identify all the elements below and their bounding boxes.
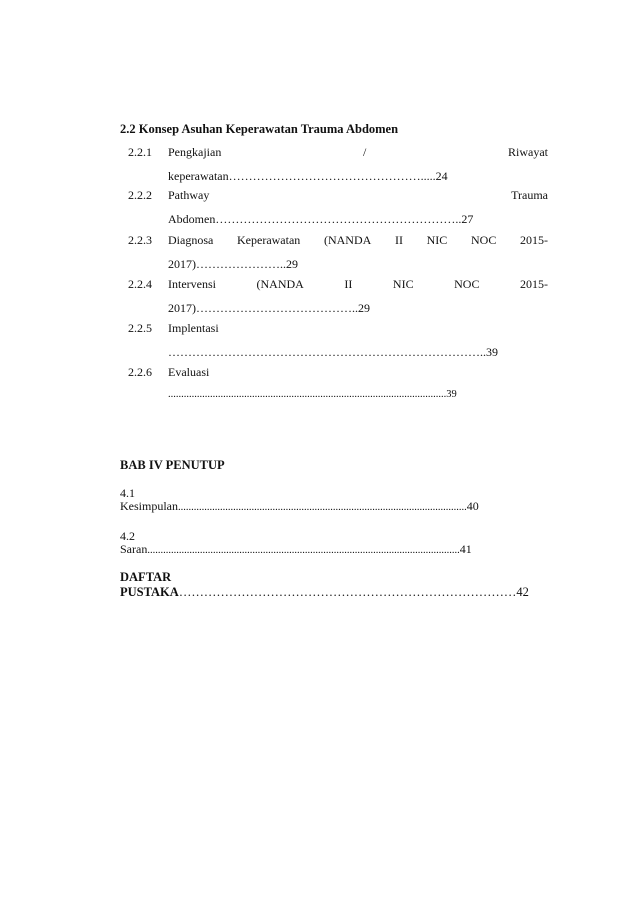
chapter-heading: BAB IV PENUTUP bbox=[120, 458, 225, 472]
entry-word: Pengkajian bbox=[168, 145, 222, 159]
entry-word: (NANDA bbox=[256, 277, 304, 291]
entry-title: Saran bbox=[120, 542, 148, 556]
entry-title: Kesimpulan bbox=[120, 499, 178, 513]
entry-number: 2.2.5 bbox=[128, 321, 152, 335]
entry-leader: ....................................................................................................................... bbox=[147, 545, 460, 556]
entry-page: 42 bbox=[516, 585, 529, 599]
entry-leader: .............................................................................................................. bbox=[178, 502, 467, 513]
entry-title: PUSTAKA bbox=[120, 585, 179, 599]
entry-word: NIC bbox=[392, 277, 414, 291]
entry-word: Riwayat bbox=[507, 145, 548, 159]
entry-number: 2.2.1 bbox=[128, 145, 152, 159]
entry-number: 2.2.3 bbox=[128, 233, 152, 247]
entry-word: Trauma bbox=[511, 188, 548, 202]
entry-word: NOC bbox=[470, 233, 497, 247]
entry-number: 2.2.4 bbox=[128, 277, 152, 291]
entry-word: Evaluasi bbox=[168, 365, 210, 379]
subsection-number: 4.1 bbox=[120, 486, 135, 500]
section-title: 2.2 Konsep Asuhan Keperawatan Trauma Abdomen bbox=[120, 122, 399, 136]
entry-word: 2015- bbox=[520, 233, 548, 247]
toc-entry-daftar-pustaka bbox=[120, 570, 529, 600]
toc-entry-4-2 bbox=[120, 542, 472, 557]
entry-title bbox=[168, 145, 548, 160]
entry-word: II bbox=[394, 233, 403, 247]
toc-entry-4-1 bbox=[120, 499, 479, 514]
entry-word: NOC bbox=[454, 277, 480, 291]
entry-word: (NANDA bbox=[323, 233, 372, 247]
entry-word: II bbox=[344, 277, 353, 291]
entry-leader: ..........................................................................................................39 bbox=[168, 389, 457, 400]
entry-word: Keperawatan bbox=[237, 233, 301, 247]
entry-title-line2 bbox=[120, 585, 529, 600]
entry-number: 2.2.6 bbox=[128, 365, 152, 379]
entry-leader: ……………………………………………………………………… bbox=[178, 585, 517, 599]
entry-leader: keperawatan………………………………………….....24 bbox=[168, 169, 448, 183]
entry-title bbox=[168, 365, 548, 380]
entry-page: 40 bbox=[466, 499, 479, 513]
entry-leader: 2017)…………………………………..29 bbox=[168, 301, 370, 315]
entry-title bbox=[168, 321, 548, 336]
entry-word: Pathway bbox=[168, 188, 210, 202]
entry-leader: ……………………………………………………………………..39 bbox=[168, 345, 498, 359]
entry-leader: 2017)…………………..29 bbox=[168, 257, 298, 271]
entry-number: 2.2.2 bbox=[128, 188, 152, 202]
entry-word: 2015- bbox=[519, 277, 548, 291]
entry-word: Implentasi bbox=[168, 321, 219, 335]
entry-word: NIC bbox=[426, 233, 448, 247]
entry-title bbox=[168, 233, 548, 248]
entry-title bbox=[168, 277, 548, 292]
entry-leader: Abdomen……………………………………………………..27 bbox=[168, 212, 474, 226]
entry-title-line1: DAFTAR bbox=[120, 570, 172, 584]
entry-word: / bbox=[362, 145, 367, 159]
entry-word: Diagnosa bbox=[168, 233, 214, 247]
entry-title bbox=[168, 188, 548, 203]
entry-word: Intervensi bbox=[168, 277, 216, 291]
entry-page: 41 bbox=[459, 542, 472, 556]
subsection-number: 4.2 bbox=[120, 529, 135, 543]
